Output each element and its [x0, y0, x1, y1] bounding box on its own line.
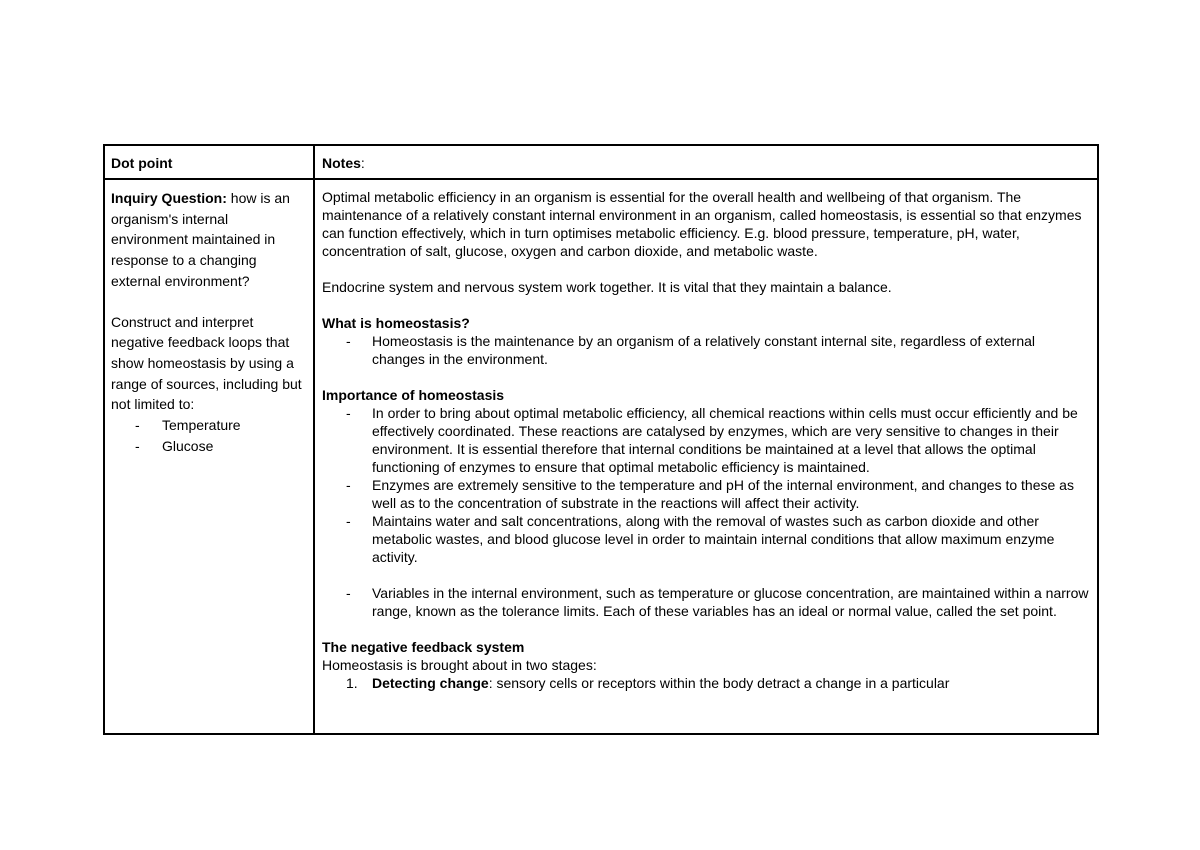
- list-item: [322, 584, 1089, 620]
- dash-marker: -: [346, 405, 351, 421]
- list-item-text: Homeostasis is the maintenance by an organism of a relatively constant internal site, regardless of external changes in the environment.: [372, 333, 1036, 367]
- intro-paragraph: Optimal metabolic efficiency in an organism is essential for the overall health and wellbeing of that organism. The maintenance of a relatively constant internal environment in an organism, called homeostasis, is essential so that enzymes can function effectively, which in turn optimises metabolic efficiency. E.g. blood pressure, temperature, pH, water, concentration of salt, glucose, oxygen and carbon dioxide, and metabolic waste.: [322, 189, 1082, 259]
- list-item-text: Maintains water and salt concentrations, along with the removal of wastes such as carbon dioxide and other metabolic wastes, and blood glucose level in order to maintain internal conditions that allow maximum enzyme activity.: [372, 513, 1055, 565]
- header-dot-point: [105, 146, 315, 180]
- what-list: [322, 332, 1089, 368]
- dash-marker: -: [346, 477, 351, 493]
- list-item: [322, 674, 1089, 692]
- list-item: [111, 415, 307, 436]
- negative-feedback-intro: Homeostasis is brought about in two stages:: [322, 657, 597, 673]
- number-marker: 1.: [346, 675, 358, 691]
- list-item-text: Temperature: [162, 417, 241, 434]
- list-item: [322, 404, 1089, 476]
- stages-list: [322, 674, 1089, 692]
- header-notes-colon: :: [360, 155, 365, 171]
- list-item-text: In order to bring about optimal metabolic efficiency, all chemical reactions within cells must occur efficiently and be effectively coordinated. These reactions are catalysed by enzymes, which are very sensitive to changes in their environment. It is essential therefore that internal conditions be maintained at a level that allows the optimal functioning of enzymes to ensure that optimal metabolic efficiency is maintained.: [372, 405, 1078, 475]
- dash-marker: -: [135, 437, 140, 454]
- header-notes: [315, 146, 1097, 180]
- dash-marker: -: [346, 333, 351, 349]
- dash-marker: -: [346, 513, 351, 529]
- dash-marker: -: [135, 417, 140, 434]
- inquiry-text: how is an organism's internal environment maintained in response to a changing external environment?: [111, 190, 290, 289]
- negative-feedback-heading: The negative feedback system: [322, 639, 525, 655]
- endocrine-paragraph: Endocrine system and nervous system work together. It is vital that they maintain a balance.: [322, 279, 892, 295]
- list-item: [111, 436, 307, 457]
- what-is-homeostasis-heading: What is homeostasis?: [322, 315, 470, 331]
- dash-marker: -: [346, 585, 351, 601]
- inquiry-question: [111, 188, 307, 292]
- header-notes-label: Notes: [322, 155, 361, 171]
- stage-label: Detecting change: [372, 675, 489, 691]
- sources-list: [111, 415, 307, 456]
- notes-cell: [315, 180, 1097, 733]
- importance-list: [322, 404, 1089, 566]
- header-dot-point-label: Dot point: [111, 155, 173, 171]
- inquiry-label: Inquiry Question:: [111, 190, 227, 206]
- list-item: [322, 332, 1089, 368]
- notes-table: [103, 144, 1099, 735]
- list-item-text: Enzymes are extremely sensitive to the temperature and pH of the internal environment, and changes to these as well as to the concentration of substrate in the reactions will affect their activity.: [372, 477, 1074, 511]
- importance-heading: Importance of homeostasis: [322, 387, 505, 403]
- list-item-text: Glucose: [162, 437, 214, 454]
- dot-point-cell: [105, 180, 315, 733]
- construct-text: Construct and interpret negative feedback loops that show homeostasis by using a range of sources, including but not limited to:: [111, 313, 302, 413]
- stage-text: : sensory cells or receptors within the body detract a change in a particular: [488, 675, 950, 691]
- variables-list: [322, 584, 1089, 620]
- list-item-text: Variables in the internal environment, such as temperature or glucose concentration, are maintained within a narrow range, known as the tolerance limits. Each of these variables has an ideal or normal value, called the set point.: [372, 585, 1089, 619]
- list-item: [322, 512, 1089, 566]
- list-item: [322, 476, 1089, 512]
